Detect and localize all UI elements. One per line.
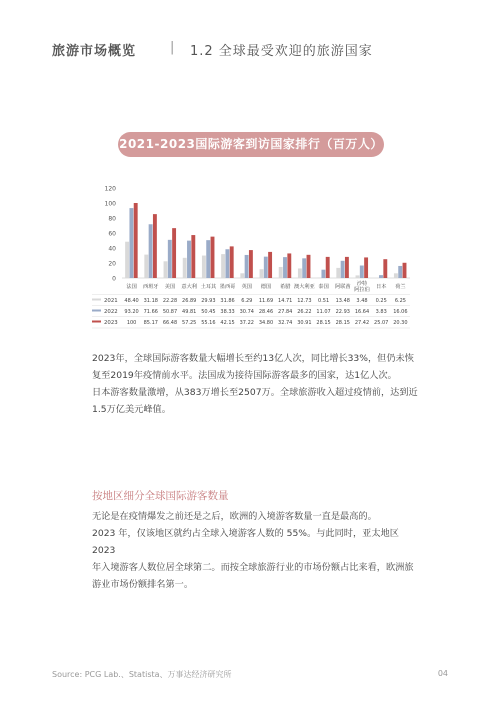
y-tick-label: 80 xyxy=(108,215,116,223)
bar-2022 xyxy=(245,255,249,278)
category-label: 英国 xyxy=(241,284,252,290)
data-label-2023: 30.91 xyxy=(297,320,312,326)
bar-2022 xyxy=(321,270,325,278)
y-tick-label: 100 xyxy=(104,200,116,208)
bar-2021 xyxy=(336,268,340,278)
bar-2023 xyxy=(383,259,387,278)
bar-2023 xyxy=(268,252,272,278)
legend-label-2023: 2023 xyxy=(104,320,118,326)
category-label: 沙特阿拉伯 xyxy=(354,281,370,293)
data-label-2023: 34.80 xyxy=(258,320,274,326)
data-label-2021: 12.73 xyxy=(297,298,312,304)
bar-2022 xyxy=(302,258,306,278)
bar-2022 xyxy=(283,257,287,278)
bar-2021 xyxy=(394,273,398,278)
bar-2022 xyxy=(398,266,402,278)
bar-2023 xyxy=(403,263,407,278)
data-label-2023: 57.25 xyxy=(182,320,197,326)
data-label-2021: 6.25 xyxy=(394,298,406,304)
data-label-2022: 28.46 xyxy=(258,309,274,315)
category-label: 法国 xyxy=(126,284,137,290)
data-label-2021: 13.48 xyxy=(335,298,350,304)
bar-2021 xyxy=(298,268,302,278)
paragraph-1-line: 日本游客数量激增，从383万增长至2507万。全球旅游收入超过疫情前，达到近 xyxy=(92,387,418,398)
data-label-2023: 28.15 xyxy=(316,320,331,326)
bar-2021 xyxy=(240,273,244,278)
data-label-2023: 100 xyxy=(126,320,137,326)
bar-2021 xyxy=(202,256,206,278)
y-tick-label: 40 xyxy=(108,245,116,253)
bar-2022 xyxy=(187,241,191,278)
bar-2021 xyxy=(125,242,129,278)
bar-2022 xyxy=(360,266,364,278)
paragraph-1 xyxy=(92,350,422,418)
source-note: Source: PCG Lab.、Statista、万事达经济研究所 xyxy=(52,670,232,679)
paragraph-2 xyxy=(92,508,422,593)
page-footer xyxy=(52,669,448,683)
paragraph-1-line: 2023年，全球国际游客数量大幅增长至约13亿人次，同比增长33%，但仍未恢 xyxy=(92,353,414,364)
header-subtitle: 1.2 全球最受欢迎的旅游国家 xyxy=(190,44,373,59)
legend-swatch-2021 xyxy=(92,299,101,301)
data-label-2023: 42.15 xyxy=(220,320,235,326)
bar-2023 xyxy=(134,203,138,278)
legend-label-2021: 2021 xyxy=(104,298,118,304)
bar-2023 xyxy=(345,257,349,278)
bar-2022 xyxy=(206,240,210,278)
data-label-2023: 32.74 xyxy=(278,320,293,326)
bar-2023 xyxy=(326,257,330,278)
category-label: 希腊 xyxy=(280,284,291,290)
data-label-2023: 55.16 xyxy=(201,320,216,326)
paragraph-1-line: 复至2019年疫情前水平。法国成为接待国际游客最多的国家，达1亿人次。 xyxy=(92,370,397,381)
data-label-2022: 50.45 xyxy=(201,309,216,315)
bar-2022 xyxy=(341,261,345,278)
data-label-2022: 38.33 xyxy=(220,309,235,315)
bar-2021 xyxy=(260,269,264,278)
category-label: 墨西哥 xyxy=(219,284,236,290)
data-label-2023: 37.22 xyxy=(239,320,254,326)
data-label-2021: 0.25 xyxy=(375,298,387,304)
bar-2023 xyxy=(249,250,253,278)
category-label: 土耳其 xyxy=(200,284,217,290)
legend-swatch-2022 xyxy=(92,310,101,312)
bar-2021 xyxy=(221,254,225,278)
category-label: 德国 xyxy=(260,284,272,290)
category-label: 美国 xyxy=(164,284,176,290)
data-label-2021: 29.93 xyxy=(201,298,216,304)
y-tick-label: 120 xyxy=(104,185,116,193)
bar-2021 xyxy=(356,275,360,278)
y-tick-label: 60 xyxy=(108,230,116,238)
data-label-2022: 22.93 xyxy=(335,309,350,315)
data-label-2022: 49.81 xyxy=(182,309,197,315)
category-label: 阿联酋 xyxy=(335,284,351,290)
bar-2022 xyxy=(168,240,172,278)
legend-swatch-2023 xyxy=(92,321,101,323)
bar-2023 xyxy=(172,228,176,278)
bar-2021 xyxy=(279,267,283,278)
bar-2022 xyxy=(379,275,383,278)
paragraph-2-line: 游业市场份额排名第一。 xyxy=(92,579,194,590)
category-label: 荷兰 xyxy=(395,284,406,290)
data-label-2021: 0.51 xyxy=(318,298,330,304)
bar-2023 xyxy=(230,246,234,278)
page-header xyxy=(52,40,452,60)
y-tick-label: 0 xyxy=(112,275,116,283)
data-label-2021: 11.69 xyxy=(258,298,274,304)
page-number: 04 xyxy=(437,669,448,678)
region-section-title: 按地区细分全球国际游客数量 xyxy=(92,490,229,502)
section-title-header: 旅游市场概览 xyxy=(52,44,137,59)
paragraph-2-line: 2023 年，仅该地区就约占全球入境游客人数的 55%。与此同时，亚太地区 2023 xyxy=(92,528,399,556)
bar-2022 xyxy=(264,257,268,278)
bar-chart xyxy=(88,180,418,335)
legend-label-2022: 2022 xyxy=(104,309,118,315)
data-label-2021: 26.89 xyxy=(182,298,197,304)
paragraph-2-line: 年入境游客人数位居全球第二。而按全球旅游行业的市场份额占比来看，欧洲旅 xyxy=(92,562,414,573)
y-tick-label: 20 xyxy=(108,260,116,268)
bar-2023 xyxy=(307,255,311,278)
bar-2021 xyxy=(183,258,187,278)
bar-2022 xyxy=(149,224,153,278)
data-label-2022: 93.20 xyxy=(124,309,139,315)
chart-title-banner: 2021-2023国际游客到访国家排行（百万人） xyxy=(118,132,384,157)
data-label-2022: 16.64 xyxy=(354,309,370,315)
data-label-2022: 71.66 xyxy=(143,309,158,315)
data-label-2021: 14.71 xyxy=(278,298,293,304)
data-label-2021: 6.29 xyxy=(241,298,253,304)
data-label-2022: 26.22 xyxy=(297,309,312,315)
data-label-2022: 3.83 xyxy=(375,309,387,315)
bar-2021 xyxy=(144,255,148,278)
data-label-2023: 85.17 xyxy=(143,320,158,326)
data-label-2023: 27.42 xyxy=(354,320,370,326)
bar-2023 xyxy=(287,253,291,278)
bar-2023 xyxy=(364,257,368,278)
bar-2022 xyxy=(225,249,229,278)
paragraph-2-line: 无论是在疫情爆发之前还是之后，欧洲的入境游客数量一直是最高的。 xyxy=(92,511,377,522)
data-label-2023: 20.30 xyxy=(393,320,408,326)
header-separator: | xyxy=(170,40,175,55)
bar-2023 xyxy=(153,214,157,278)
data-label-2023: 25.07 xyxy=(374,320,389,326)
data-label-2021: 3.48 xyxy=(356,298,368,304)
paragraph-1-line: 1.5万亿美元峰值。 xyxy=(92,404,171,415)
data-label-2022: 30.74 xyxy=(239,309,254,315)
data-label-2021: 48.40 xyxy=(124,298,139,304)
bar-2022 xyxy=(129,208,133,278)
bar-2023 xyxy=(211,237,215,278)
data-label-2022: 50.87 xyxy=(162,309,178,315)
category-label: 西班牙 xyxy=(143,284,159,290)
data-label-2022: 16.06 xyxy=(393,309,408,315)
category-label: 日本 xyxy=(376,284,387,290)
bar-2023 xyxy=(191,235,195,278)
data-label-2021: 31.18 xyxy=(143,298,158,304)
data-label-2022: 27.84 xyxy=(278,309,293,315)
bar-2021 xyxy=(164,261,168,278)
category-label: 泰国 xyxy=(318,284,329,290)
data-label-2022: 11.07 xyxy=(316,309,331,315)
data-label-2021: 22.28 xyxy=(162,298,178,304)
data-label-2023: 66.48 xyxy=(162,320,178,326)
data-label-2021: 31.86 xyxy=(220,298,235,304)
category-label: 意大利 xyxy=(181,284,197,290)
category-label: 澳大利亚 xyxy=(294,284,315,290)
data-label-2023: 28.15 xyxy=(335,320,350,326)
